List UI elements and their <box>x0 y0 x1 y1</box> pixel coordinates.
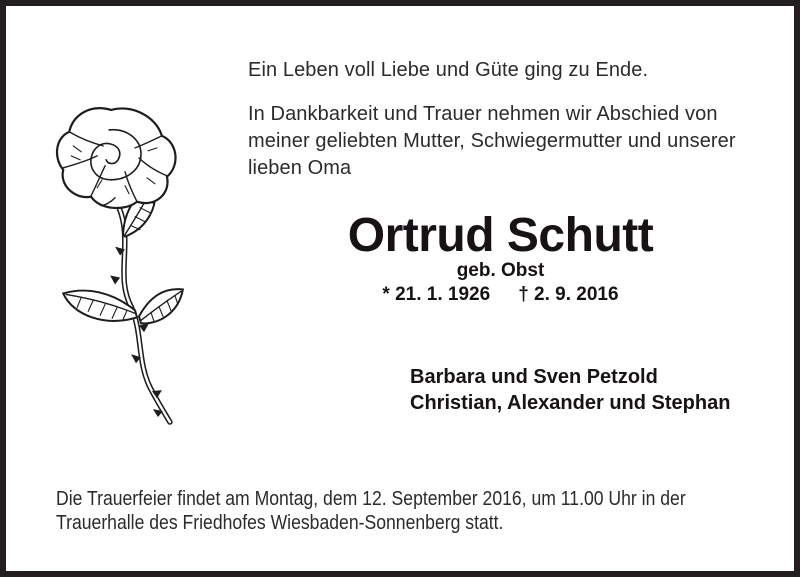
opening-sentence: Ein Leben voll Liebe und Güte ging zu Ende. <box>248 59 649 81</box>
intro-line: lieben Oma <box>248 157 352 179</box>
rose-icon <box>50 102 232 436</box>
mourners-list <box>410 364 730 416</box>
intro-line: In Dankbarkeit und Trauer nehmen wir Abschied von <box>248 103 718 125</box>
intro-line: meiner geliebten Mutter, Schwiegermutter und unserer <box>248 130 736 152</box>
mourners-line: Barbara und Sven Petzold <box>410 366 658 388</box>
life-dates <box>248 284 753 306</box>
death-date: † 2. 9. 2016 <box>518 284 619 305</box>
funeral-info <box>56 487 686 535</box>
birth-date: * 21. 1. 1926 <box>382 284 491 305</box>
mourners-line: Christian, Alexander und Stephan <box>410 392 731 414</box>
maiden-name: geb. Obst <box>456 260 545 281</box>
intro-paragraph <box>248 101 736 182</box>
funeral-line: Trauerhalle des Friedhofes Wiesbaden-Sonnenberg statt. <box>56 512 504 534</box>
deceased-name: Ortrud Schutt <box>347 209 654 262</box>
funeral-line: Die Trauerfeier findet am Montag, dem 12. September 2016, um 11.00 Uhr in der <box>56 488 686 510</box>
